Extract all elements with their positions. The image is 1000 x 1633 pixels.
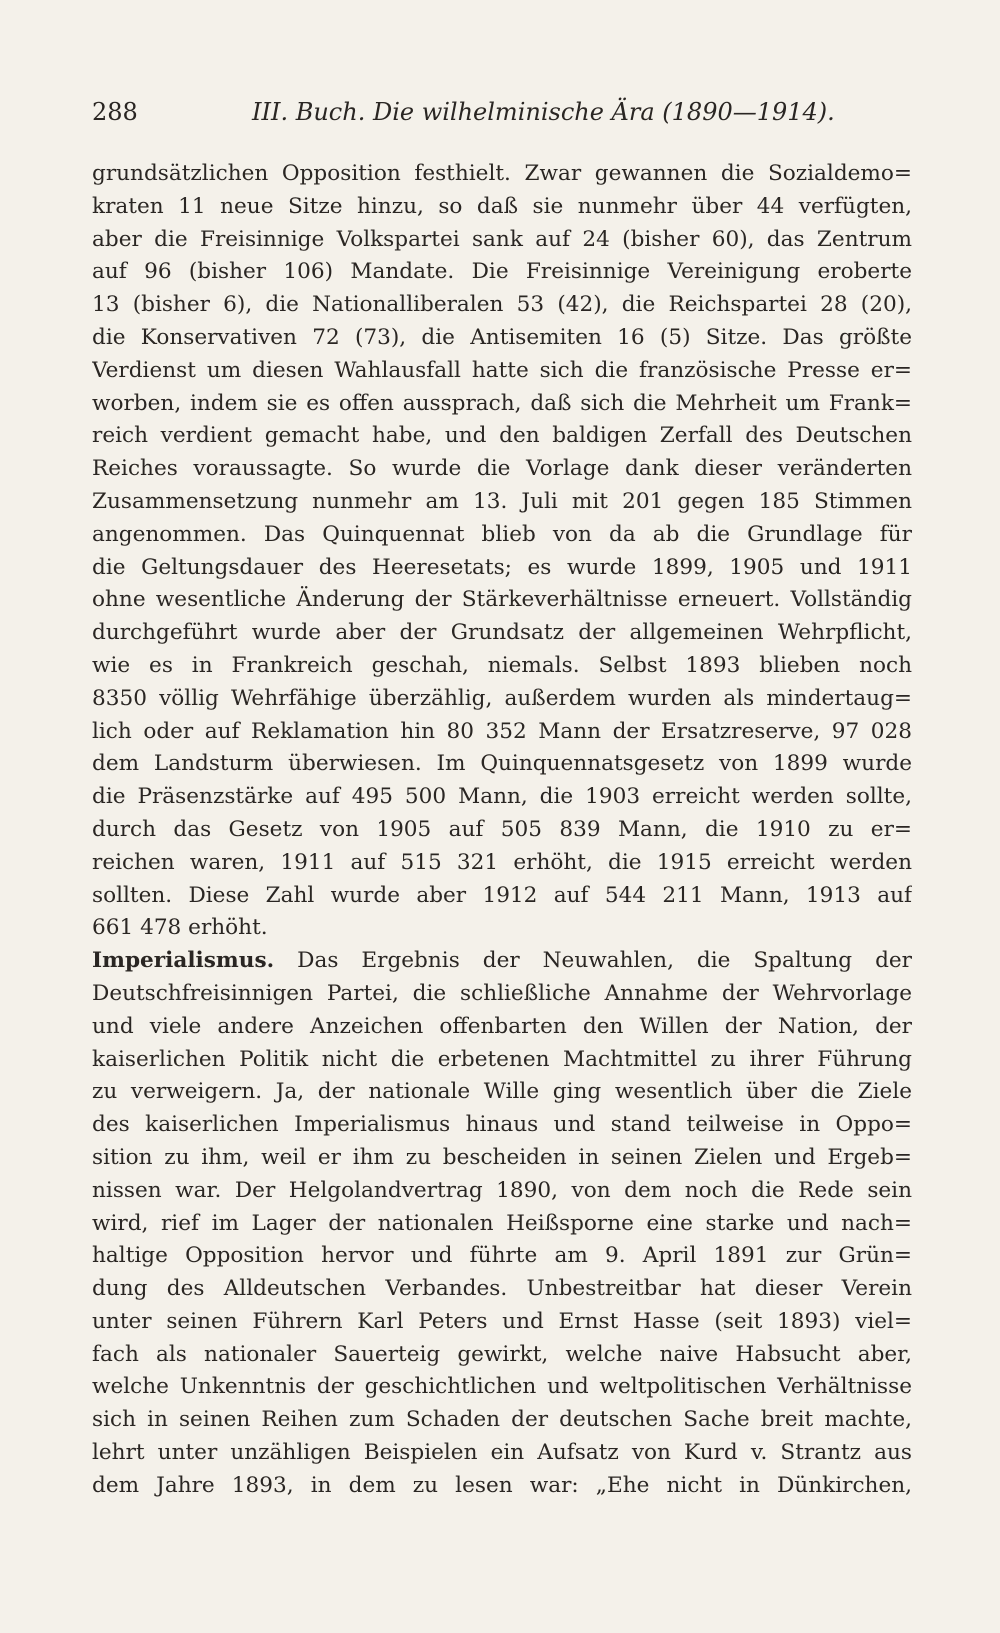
text-line: lich oder auf Reklamation hin 80 352 Mann der Ersatzreserve, 97 028 [92,718,912,744]
text-line-rest: Das Ergebnis der Neuwahlen, die Spaltung der [274,948,912,974]
text-line: Zusammensetzung nunmehr am 13. Juli mit 201 gegen 185 Stimmen [92,488,912,514]
text-line: sition zu ihm, weil er ihm zu bescheiden in seinen Zielen und Ergeb= [92,1144,912,1170]
text-line: die Präsenzstärke auf 495 500 Mann, die 1903 erreicht werden sollte, [92,784,912,810]
paragraph-1 [92,158,912,945]
paragraph-2 [92,945,912,1503]
text-line: ohne wesentliche Änderung der Stärkeverhältnisse erneuert. Vollständig [92,587,912,613]
text-line: nissen war. Der Helgolandvertrag 1890, von dem noch die Rede sein [92,1177,912,1203]
page-number: 288 [92,98,138,126]
text-line: kraten 11 neue Sitze hinzu, so daß sie nunmehr über 44 verfügten, [92,193,912,219]
text-line: zu verweigern. Ja, der nationale Wille ging wesentlich über die Ziele [92,1079,912,1105]
text-line: Reiches voraussagte. So wurde die Vorlage dank dieser veränderten [92,456,912,482]
text-line [92,945,912,978]
text-line: reichen waren, 1911 auf 515 321 erhöht, die 1915 erreicht werden [92,849,912,875]
text-line: wird, rief im Lager der nationalen Heißsporne eine starke und nach= [92,1210,912,1236]
text-line: lehrt unter unzähligen Beispielen ein Aufsatz von Kurd v. Strantz aus [92,1440,912,1466]
running-head: III. Buch. Die wilhelminische Ära (1890—1914). [252,98,835,126]
text-line: sollten. Diese Zahl wurde aber 1912 auf 544 211 Mann, 1913 auf [92,882,912,908]
text-line: grundsätzlichen Opposition festhielt. Zwar gewannen die Sozialdemo= [92,161,912,186]
body-text [92,158,912,1503]
text-line: reich verdient gemacht habe, und den baldigen Zerfall des Deutschen [92,423,912,449]
text-line: auf 96 (bisher 106) Mandate. Die Freisinnige Vereinigung eroberte [92,259,912,285]
text-line: Verdienst um diesen Wahlausfall hatte sich die französische Presse er= [92,357,912,383]
text-line: unter seinen Führern Karl Peters und Ernst Hasse (seit 1893) viel= [92,1308,912,1334]
text-line: 8350 völlig Wehrfähige überzählig, außerdem wurden als mindertaug= [92,685,912,711]
text-line: kaiserlichen Politik nicht die erbetenen Machtmittel zu ihrer Führung [92,1046,912,1072]
text-line: welche Unkenntnis der geschichtlichen und weltpolitischen Verhältnisse [92,1374,912,1400]
text-line: haltige Opposition hervor und führte am 9. April 1891 zur Grün= [92,1243,912,1269]
text-line: angenommen. Das Quinquennat blieb von da ab die Grundlage für [92,521,912,547]
text-line: sich in seinen Reihen zum Schaden der deutschen Sache breit machte, [92,1407,912,1433]
text-line: und viele andere Anzeichen offenbarten den Willen der Nation, der [92,1013,912,1039]
text-line: dung des Alldeutschen Verbandes. Unbestreitbar hat dieser Verein [92,1276,912,1302]
text-line: die Geltungsdauer des Heeresetats; es wurde 1899, 1905 und 1911 [92,554,912,580]
text-line: durchgeführt wurde aber der Grundsatz der allgemeinen Wehrpflicht, [92,620,912,646]
text-line: 13 (bisher 6), die Nationalliberalen 53 (42), die Reichspartei 28 (20), [92,292,912,318]
page-header [92,92,912,132]
text-line: 661 478 erhöht. [92,915,268,941]
text-line: dem Jahre 1893, in dem zu lesen war: „Ehe nicht in Dünkirchen, [92,1472,912,1498]
text-line: fach als nationaler Sauerteig gewirkt, welche naive Habsucht aber, [92,1341,912,1367]
text-line: worben, indem sie es offen aussprach, daß sich die Mehrheit um Frank= [92,390,912,416]
text-line: Deutschfreisinnigen Partei, die schließliche Annahme der Wehrvorlage [92,980,912,1006]
text-line: aber die Freisinnige Volkspartei sank auf 24 (bisher 60), das Zentrum [92,226,912,252]
text-line: die Konservativen 72 (73), die Antisemiten 16 (5) Sitze. Das größte [92,324,912,350]
text-line: dem Landsturm überwiesen. Im Quinquennatsgesetz von 1899 wurde [92,751,912,777]
section-title: Imperialismus. [92,948,275,974]
text-line: des kaiserlichen Imperialismus hinaus und stand teilweise in Oppo= [92,1112,912,1138]
text-line: wie es in Frankreich geschah, niemals. Selbst 1893 blieben noch [92,652,912,678]
text-line: durch das Gesetz von 1905 auf 505 839 Mann, die 1910 zu er= [92,816,912,842]
